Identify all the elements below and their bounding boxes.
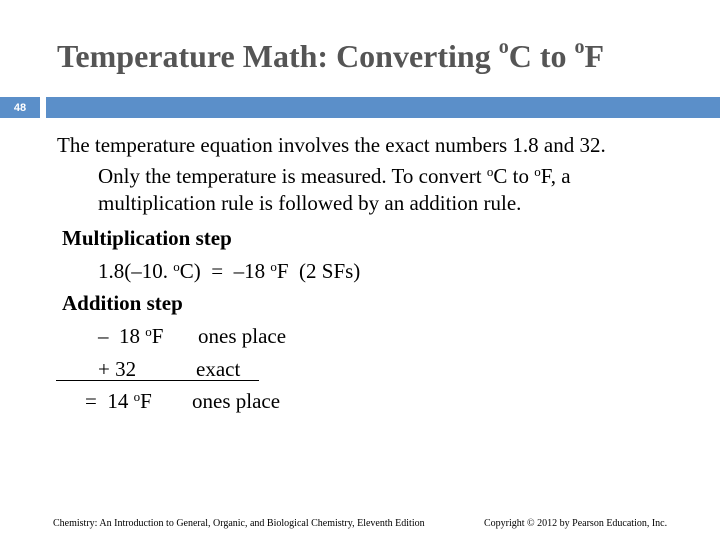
addition-heading: Addition step [62, 291, 183, 315]
addition-result-value: = 14 $^o$F [85, 389, 152, 413]
multiplication-equation: 1.8(–10. $^o$C) = –18 $^o$F (2 SFs) [98, 259, 361, 283]
sum-underline [56, 380, 259, 381]
addition-row-2-note: exact [196, 357, 241, 381]
slide-title: Temperature Math: Converting $^o$C to $^o$F [57, 36, 605, 74]
intro-line-2: Only the temperature is measured. To convert $^o$C to $^o$F, a [98, 164, 571, 188]
addition-result-note: ones place [192, 389, 281, 413]
title-rule-bar [46, 97, 720, 118]
footer-book-title: Chemistry: An Introduction to General, Organic, and Biological Chemistry, Eleventh Edition [53, 518, 425, 529]
slide-number: 48 [0, 97, 40, 118]
addition-row-2-value: + 32 [98, 357, 137, 381]
intro-line-1: The temperature equation involves the exact numbers 1.8 and 32. [57, 133, 606, 157]
multiplication-heading: Multiplication step [62, 226, 232, 250]
footer-copyright: Copyright © 2012 by Pearson Education, Inc. [484, 518, 668, 529]
intro-line-3: multiplication rule is followed by an addition rule. [98, 191, 522, 215]
degree-symbol: o [498, 36, 509, 59]
degree-symbol: o [574, 36, 585, 59]
addition-row-1-note: ones place [198, 324, 287, 348]
addition-row-1-value: – 18 $^o$F [98, 324, 164, 348]
